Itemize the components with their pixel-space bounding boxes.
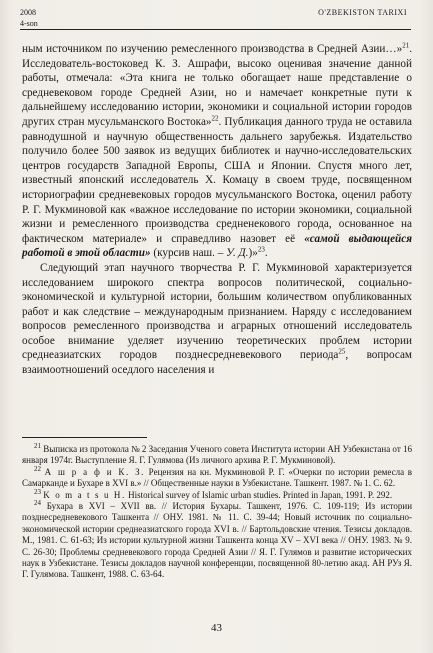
footnote-ref-22: 22 (211, 114, 219, 123)
paragraph-2 (22, 261, 412, 378)
page-number: 43 (211, 622, 222, 634)
text-run: ным источником по изучению ремесленного производства в Средней Азии…» (22, 43, 403, 55)
footnote-author: K o m a t s u H. (43, 489, 126, 500)
text-run: . (264, 247, 268, 260)
text-run: , вопросам взаимоотношений оседлого населения и (22, 349, 412, 377)
running-header (20, 8, 411, 42)
header-year: 2008 (20, 8, 36, 17)
footnote-number: 24 (34, 499, 41, 508)
footnote-text: Рецензия на кн. Мукминовой Р. Г. «Очерки по истории ремесла в Самарканде и Бухаре в XVI в.» // Общественные науки в Узбекистане. Ташкент. 1987. № 1. С. 62. (22, 466, 412, 489)
author-initials: У. Д. (226, 247, 249, 260)
text-run: . Публикация данного труда не оставила равнодушной и научную общественность дальнего зарубежья. Издательство получило более 500 заявок из ведущих библиотек и научно-исследовательских центров государств Западной Европы, США и Японии. Спустя много лет, известный японский исследователь Х. Комацу в своем труде, посвященном историографии средневековых городов мусульманского Востока, оценил работу Р. Г. Мукминовой как «важное исследование по истории экономики, социальной жизни и ремесленного производства средненекового города, основанное на фактическом материале» и справедливо назовет её (22, 115, 412, 245)
header-rule (20, 29, 411, 30)
footnote-number: 21 (34, 442, 41, 450)
footnote-author: А ш р а ф и К. З. (44, 466, 146, 477)
text-run: Следующий этап научного творчества Р. Г. Мукминовой характеризуется исследованием широкого спектра вопросов политической, социально-экономической и культурной истории, большим количеством опубликованных работ и как следствие – международным признанием. Наряду с исследованием вопросов ремесленного производства и аграрных отношений исследователь особое внимание уделяет изучению теоретических проблем истории среднеазиатских городов позднесредневекового периода (22, 261, 412, 362)
footnote-ref-23: 23 (257, 245, 265, 254)
header-journal-title: O'ZBEKISTON TARIXI (318, 8, 407, 17)
footnote-text: Historical survey of Islamic urban studies. Printed in Japan, 1991. P. 292. (125, 489, 393, 500)
text-run: . Исследователь-востоковед К. З. Ашрафи, высоко оценивая значение данной работы, отмечала: «Эта книга не только обогащает наше представление о средневековом городе Средней Азии, но и намечает конкретные пути к дальнейшему исследованию истории, экономики и социальной истории городов других стран мусульманского Востока» (22, 43, 412, 128)
footnote-ref-21: 21 (402, 41, 410, 50)
text-run: )» (248, 247, 258, 260)
footnote-23 (22, 487, 412, 501)
footnote-22 (22, 464, 412, 490)
body-text (22, 42, 412, 378)
footnote-text: Выписка из протокола № 2 Заседания Ученого совета Института истории АН Узбекистана от 16 января 1974г. Выступление Я. Г. Гулямова (Из личного архива Р. Г. Мукминовой). (22, 444, 412, 466)
footnote-text: Бухара в XVI – XVII вв. // История Бухары. Ташкент, 1976. С. 109-119; Из истории позднесредневекового Ташкента // ОНУ. 1981. № 11. С. 39-44; Новый источник по социально-экономической истории среднеазиатского города XVI в. // Бартольдовские чтения. Тезисы докладов. М., 1981. С. 61-63; Из истории культурной жизни Ташкента конца XV – XVI века // ОНУ. 1983. № 9. С. 26-30; Проблемы средневекового города Средней Азии // Я. Г. Гулямов и развитие исторических наук в Узбекистане. Тезисы докладов научной конференции, посвященной 80-летию акад. АН РУз Я. Г. Гулямова. Ташкент, 1988. С. 63-64. (22, 501, 413, 580)
paragraph-1 (22, 42, 412, 261)
header-issue: 4-son (20, 19, 38, 28)
footnote-21 (22, 444, 412, 467)
footnote-24 (22, 501, 412, 581)
text-run: (курсив наш. – (150, 247, 227, 260)
footnote-rule (22, 437, 147, 438)
footnote-ref-25: 25 (338, 347, 346, 356)
footnote-number: 23 (34, 487, 41, 496)
footnote-number: 22 (34, 464, 41, 473)
footnotes (22, 444, 412, 581)
emphasized-quote: «самой выдающейся работой в этой области» (22, 232, 412, 260)
